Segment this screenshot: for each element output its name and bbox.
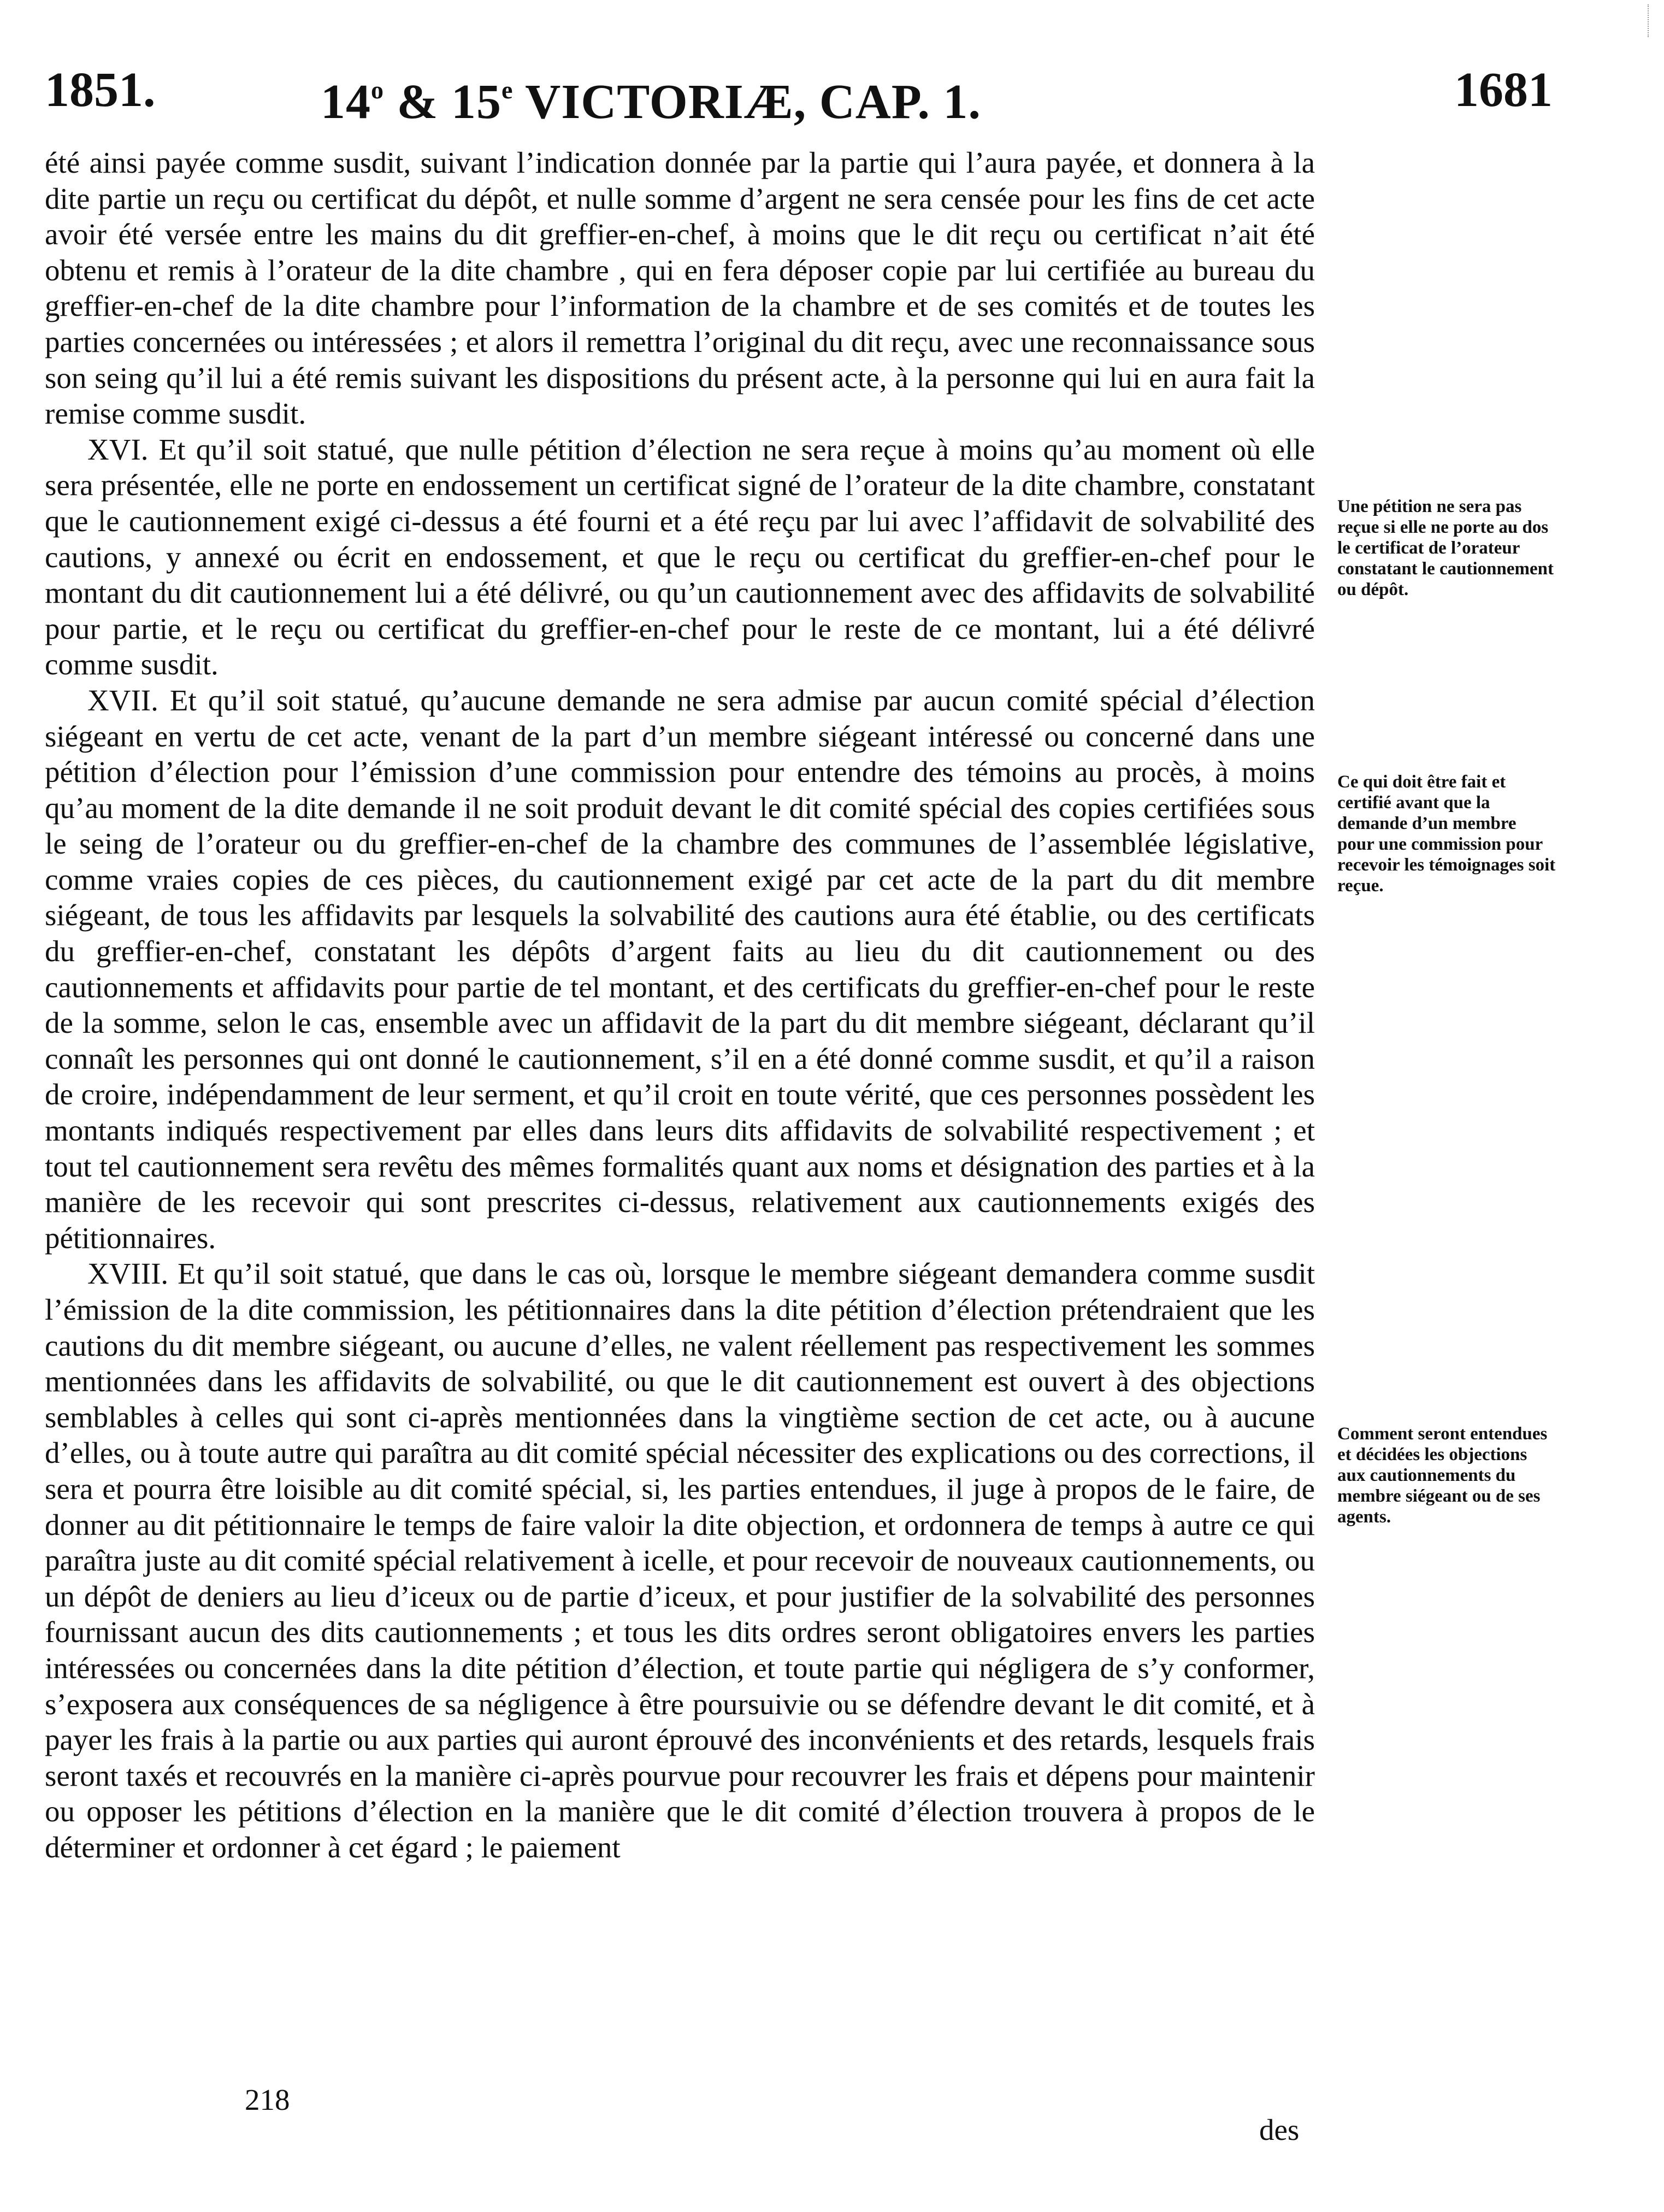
section-16-number: XVI. bbox=[87, 432, 149, 466]
section-16 bbox=[45, 432, 1315, 683]
header-year: 1851. bbox=[45, 63, 156, 117]
section-18 bbox=[45, 1256, 1315, 1865]
page-edge-mark bbox=[1637, 4, 1649, 37]
header-title-sup1: o bbox=[371, 76, 384, 104]
section-16-text: Et qu’il soit statué, que nulle pétition d’élection ne sera reçue à moins qu’au moment où elle sera présentée, elle ne porte en endossement un certificat signé de l’orateur de la dite chambre, constatant que le cautionnement exigé ci-dessus a été fourni et a été reçu par lui avec l’affidavit de solvabilité des cautions, y annexé ou écrit en endossement, et que le reçu ou certificat du greffier-en-chef pour le montant du dit cautionnement lui a été délivré, ou qu’un cautionnement avec des affidavits de solvabilité pour partie, et le reçu ou certificat du greffier-en-chef pour le reste de ce montant, lui a été délivré comme susdit. bbox=[45, 432, 1315, 681]
section-17-number: XVII. bbox=[87, 683, 158, 717]
margin-note-section-16: Une pétition ne sera pas reçue si elle ne porte au dos le certificat de l’orateur constatant le cautionnement ou dépôt. bbox=[1337, 497, 1554, 599]
paragraph-continuation: été ainsi payée comme susdit, suivant l’indication donnée par la partie qui l’aura payée, et donnera à la dite partie un reçu ou certificat du dépôt, et nulle somme d’argent ne sera censée pour les fins de cet acte avoir été versée entre les mains du dit greffier-en-chef, à moins que le dit reçu ou certificat n’ait été obtenu et remis à l’orateur de la dite chambre , qui en fera déposer copie par lui certifiée au bureau du greffier-en-chef de la dite chambre pour l’information de la chambre et de ses comités et de toutes les parties concernées ou intéressées ; et alors il remettra l’original du dit reçu, avec une reconnaissance sous son seing qu’il lui a été remis suivant les dispositions du présent acte, à la personne qui lui en aura fait la remise comme susdit. bbox=[45, 146, 1315, 431]
header-title-part2: & 15 bbox=[384, 75, 501, 129]
body-text bbox=[45, 145, 1315, 1866]
catchword: des bbox=[1259, 2113, 1300, 2146]
header-title-part3: VICTORIÆ, CAP. 1. bbox=[513, 75, 981, 129]
signature-mark: 218 bbox=[245, 2083, 290, 2116]
header-page-number: 1681 bbox=[1454, 63, 1553, 117]
margin-note-section-17: Ce qui doit être fait et certifié avant que la demande d’un membre pour une commission pour recevoir les témoignages soit reçue. bbox=[1337, 772, 1556, 896]
section-18-number: XVIII. bbox=[87, 1257, 169, 1291]
header-title bbox=[321, 60, 981, 132]
section-17 bbox=[45, 683, 1315, 1256]
header-title-part1: 14 bbox=[321, 75, 371, 129]
section-17-text: Et qu’il soit statué, qu’aucune demande ne sera admise par aucun comité spécial d’élection siégeant en vertu de cet acte, venant de la part d’un membre siégeant intéressé ou concerné dans une pétition d’élection pour l’émission d’une commission pour entendre des témoins au procès, à moins qu’au moment de la dite demande il ne soit produit devant le dit comité spécial des copies certifiées sous le seing de l’orateur ou du greffier-en-chef de la chambre des communes de l’assemblée législative, comme vraies copies de ces pièces, du cautionnement exigé par cet acte de la part du dit membre siégeant, de tous les affidavits par lesquels la solvabilité des cautions aura été établie, ou des certificats du greffier-en-chef, constatant les dépôts d’argent faits au lieu du dit cautionnement ou des cautionnements et affidavits pour partie de tel montant, et des certificats du greffier-en-chef pour le reste de la somme, selon le cas, ensemble avec un affidavit de la part du dit membre siégeant, déclarant qu’il connaît les personnes qui ont donné le cautionnement, s’il en a été donné comme susdit, et qu’il a raison de croire, indépendamment de leur serment, et qu’il croit en toute vérité, que ces personnes possèdent les montants indiqués respectivement par elles dans leurs dits affidavits de solvabilité respectivement ; et tout tel cautionnement sera revêtu des mêmes formalités quant aux noms et désignation des parties et à la manière de les recevoir qui sont prescrites ci-dessus, relativement aux cautionnements exigés des pétitionnaires. bbox=[45, 683, 1315, 1255]
running-header bbox=[45, 60, 1553, 129]
header-title-sup2: e bbox=[501, 76, 514, 104]
margin-note-section-18: Comment seront entendues et décidées les objections aux cautionnements du membre siégeant ou de ses agents. bbox=[1337, 1424, 1548, 1527]
section-18-text: Et qu’il soit statué, que dans le cas où, lorsque le membre siégeant demandera comme susdit l’émission de la dite commission, les pétitionnaires dans la dite pétition d’élection prétendraient que les cautions du dit membre siégeant, ou aucune d’elles, ne valent réellement pas respectivement les sommes mentionnées dans les affidavits de solvabilité, ou que le dit cautionnement est ouvert à des objections semblables à celles qui sont ci-après mentionnées dans la vingtième section de cet acte, ou à aucune d’elles, ou à toute autre qui paraîtra au dit comité spécial nécessiter des explications ou des corrections, il sera et pourra être loisible au dit comité spécial, si, les parties entendues, il juge à propos de le faire, de donner au dit pétitionnaire le temps de faire valoir la dite objection, et ordonnera de temps à autre ce qui paraîtra juste au dit comité spécial relativement à icelle, et pour recevoir de nouveaux cautionnements, ou un dépôt de deniers au lieu d’iceux ou de partie d’iceux, et pour justifier de la solvabilité des personnes fournissant aucun des dits cautionnements ; et tous les dits ordres seront obligatoires envers les parties intéressées ou concernées dans la dite pétition d’élection, et toute partie qui négligera de s’y conformer, s’exposera aux conséquences de sa négligence à être poursuivie ou se défendre devant le dit comité, et à payer les frais à la partie ou aux parties qui auront éprouvé des inconvénients et des retards, lesquels frais seront taxés et recouvrés en la manière ci-après pourvue pour recouvrer les frais et dépens pour maintenir ou opposer les pétitions d’élection en la manière que le dit comité d’élection trouvera à propos de le déterminer et ordonner à cet égard ; le paiement bbox=[45, 1257, 1315, 1864]
